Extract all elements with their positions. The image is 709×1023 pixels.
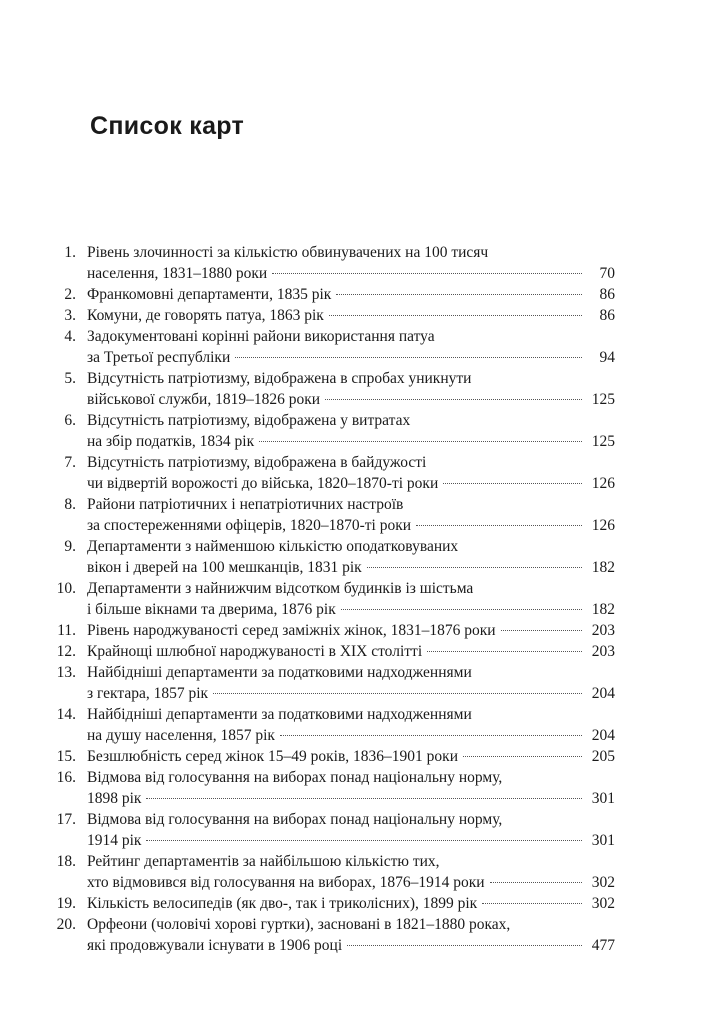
entry-number: 15. xyxy=(56,748,76,765)
entry-title-line: Кількість велосипедів (як дво-, так і триколісних), 1899 рік xyxy=(87,895,478,912)
entry-last-line xyxy=(87,389,615,410)
entry-title-line: Департаменти з найнижчим відсотком будинків із шістьма xyxy=(87,580,474,597)
entry-title-line: Франкомовні департаменти, 1835 рік xyxy=(87,286,332,303)
page-number: 86 xyxy=(599,286,615,303)
dot-leader xyxy=(482,903,582,904)
entry-title-line: 1898 рік xyxy=(87,790,142,807)
map-list-entry xyxy=(0,368,709,410)
entry-title-line: Відмова від голосування на виборах понад національну норму, xyxy=(87,811,503,828)
entry-number: 3. xyxy=(64,307,76,324)
entry-last-line xyxy=(87,557,615,578)
entry-number: 5. xyxy=(64,370,76,387)
entry-number: 1. xyxy=(64,244,76,261)
page-number: 203 xyxy=(591,643,615,660)
map-list-entry xyxy=(0,851,709,893)
page-number: 182 xyxy=(591,601,615,618)
entry-last-line xyxy=(87,830,615,851)
entry-title-line: Рівень народжуваності серед заміжніх жінок, 1831–1876 роки xyxy=(87,622,496,639)
page-number: 94 xyxy=(599,349,615,366)
entry-last-line xyxy=(87,347,615,368)
page-number: 126 xyxy=(591,475,615,492)
entry-title-line: на збір податків, 1834 рік xyxy=(87,433,255,450)
dot-leader xyxy=(416,525,582,526)
entry-number: 9. xyxy=(64,538,76,555)
page-number: 125 xyxy=(591,391,615,408)
entry-title-line: і більше вікнами та дверима, 1876 рік xyxy=(87,601,336,618)
dot-leader xyxy=(280,735,582,736)
entry-title-line: Комуни, де говорять патуа, 1863 рік xyxy=(87,307,324,324)
page-number: 204 xyxy=(591,727,615,744)
entry-title-line: Крайнощі шлюбної народжуваності в XIX столітті xyxy=(87,643,423,660)
map-list-entry xyxy=(0,620,709,641)
entry-title-line: Відмова від голосування на виборах понад національну норму, xyxy=(87,769,503,786)
entry-last-line xyxy=(87,746,615,767)
entry-last-line xyxy=(87,599,615,620)
map-list-entry xyxy=(0,242,709,284)
entry-number: 11. xyxy=(57,622,76,639)
page-number: 302 xyxy=(591,895,615,912)
entry-title-line: Безшлюбність серед жінок 15–49 років, 1836–1901 роки xyxy=(87,748,459,765)
entry-title-line: Відсутність патріотизму, відображена в спробах уникнути xyxy=(87,370,472,387)
entry-number: 17. xyxy=(56,811,76,828)
entry-last-line xyxy=(87,872,615,893)
dot-leader xyxy=(463,756,582,757)
page-number: 126 xyxy=(591,517,615,534)
entry-number: 4. xyxy=(64,328,76,345)
page-number: 477 xyxy=(591,937,615,954)
entry-title-line: Рейтинг департаментів за найбільшою кількістю тих, xyxy=(87,853,440,870)
entry-last-line xyxy=(87,788,615,809)
map-list-entry xyxy=(0,326,709,368)
entry-title-line: вікон і дверей на 100 мешканців, 1831 рік xyxy=(87,559,362,576)
entry-last-line xyxy=(87,431,615,452)
entry-title-line: Орфеони (чоловічі хорові гуртки), засновані в 1821–1880 роках, xyxy=(87,916,511,933)
dot-leader xyxy=(272,273,582,274)
dot-leader xyxy=(341,609,582,610)
map-list-entry xyxy=(0,578,709,620)
dot-leader xyxy=(367,567,582,568)
map-list-entry xyxy=(0,452,709,494)
entry-title-line: Відсутність патріотизму, відображена в байдужості xyxy=(87,454,427,471)
entry-last-line xyxy=(87,725,615,746)
entry-number: 10. xyxy=(56,580,76,597)
entry-last-line xyxy=(87,305,615,326)
page-number: 203 xyxy=(591,622,615,639)
entry-title-line: Райони патріотичних і непатріотичних настроїв xyxy=(87,496,404,513)
dot-leader xyxy=(146,840,582,841)
entry-title-line: які продовжували існувати в 1906 році xyxy=(87,937,343,954)
page-number: 125 xyxy=(591,433,615,450)
dot-leader xyxy=(213,693,582,694)
entry-last-line xyxy=(87,935,615,956)
entry-number: 12. xyxy=(56,643,76,660)
entry-title-line: чи відвертій ворожості до війська, 1820–1870-ті роки xyxy=(87,475,439,492)
entry-number: 20. xyxy=(56,916,76,933)
entry-title-line: Департаменти з найменшою кількістю оподатковуваних xyxy=(87,538,459,555)
dot-leader xyxy=(259,441,582,442)
page-title: Список карт xyxy=(90,112,245,140)
map-list-entry xyxy=(0,494,709,536)
map-list-entry xyxy=(0,893,709,914)
map-list-entry xyxy=(0,284,709,305)
entry-title-line: Найбідніші департаменти за податковими надходженнями xyxy=(87,664,472,681)
entry-number: 2. xyxy=(64,286,76,303)
map-list-entry xyxy=(0,536,709,578)
dot-leader xyxy=(501,630,582,631)
entry-last-line xyxy=(87,284,615,305)
entry-title-line: хто відмовився від голосування на виборах, 1876–1914 роки xyxy=(87,874,485,891)
entry-last-line xyxy=(87,893,615,914)
entry-last-line xyxy=(87,263,615,284)
entry-title-line: з гектара, 1857 рік xyxy=(87,685,209,702)
dot-leader xyxy=(336,294,582,295)
entry-title-line: Рівень злочинності за кількістю обвинувачених на 100 тисяч xyxy=(87,244,489,261)
dot-leader xyxy=(235,357,582,358)
map-list-entry xyxy=(0,410,709,452)
page-number: 301 xyxy=(591,790,615,807)
entry-number: 6. xyxy=(64,412,76,429)
entry-number: 14. xyxy=(56,706,76,723)
dot-leader xyxy=(427,651,582,652)
page-number: 182 xyxy=(591,559,615,576)
map-list-entry xyxy=(0,305,709,326)
entry-title-line: Найбідніші департаменти за податковими надходженнями xyxy=(87,706,472,723)
entry-number: 16. xyxy=(56,769,76,786)
entry-title-line: за спостереженнями офіцерів, 1820–1870-ті роки xyxy=(87,517,412,534)
entry-number: 8. xyxy=(64,496,76,513)
entry-last-line xyxy=(87,620,615,641)
page-number: 70 xyxy=(599,265,615,282)
page-number: 204 xyxy=(591,685,615,702)
page-number: 86 xyxy=(599,307,615,324)
page-number: 205 xyxy=(591,748,615,765)
entry-last-line xyxy=(87,641,615,662)
entry-number: 7. xyxy=(64,454,76,471)
entry-title-line: 1914 рік xyxy=(87,832,142,849)
entry-number: 18. xyxy=(56,853,76,870)
map-list-entry xyxy=(0,746,709,767)
entry-number: 19. xyxy=(56,895,76,912)
entry-last-line xyxy=(87,515,615,536)
entry-title-line: за Третьої республіки xyxy=(87,349,231,366)
map-list-entry xyxy=(0,809,709,851)
page-number: 302 xyxy=(591,874,615,891)
entry-title-line: населення, 1831–1880 роки xyxy=(87,265,268,282)
map-list-entry xyxy=(0,914,709,956)
entry-number: 13. xyxy=(56,664,76,681)
dot-leader xyxy=(146,798,582,799)
dot-leader xyxy=(347,945,582,946)
map-list xyxy=(0,242,709,956)
entry-title-line: військової служби, 1819–1826 роки xyxy=(87,391,321,408)
entry-title-line: на душу населення, 1857 рік xyxy=(87,727,275,744)
dot-leader xyxy=(490,882,582,883)
map-list-entry xyxy=(0,662,709,704)
entry-last-line xyxy=(87,473,615,494)
entry-title-line: Задокументовані корінні райони використання патуа xyxy=(87,328,435,345)
entry-title-line: Відсутність патріотизму, відображена у витратах xyxy=(87,412,411,429)
dot-leader xyxy=(325,399,582,400)
entry-last-line xyxy=(87,683,615,704)
map-list-entry xyxy=(0,704,709,746)
map-list-entry xyxy=(0,641,709,662)
dot-leader xyxy=(329,315,582,316)
page-number: 301 xyxy=(591,832,615,849)
dot-leader xyxy=(443,483,582,484)
map-list-entry xyxy=(0,767,709,809)
